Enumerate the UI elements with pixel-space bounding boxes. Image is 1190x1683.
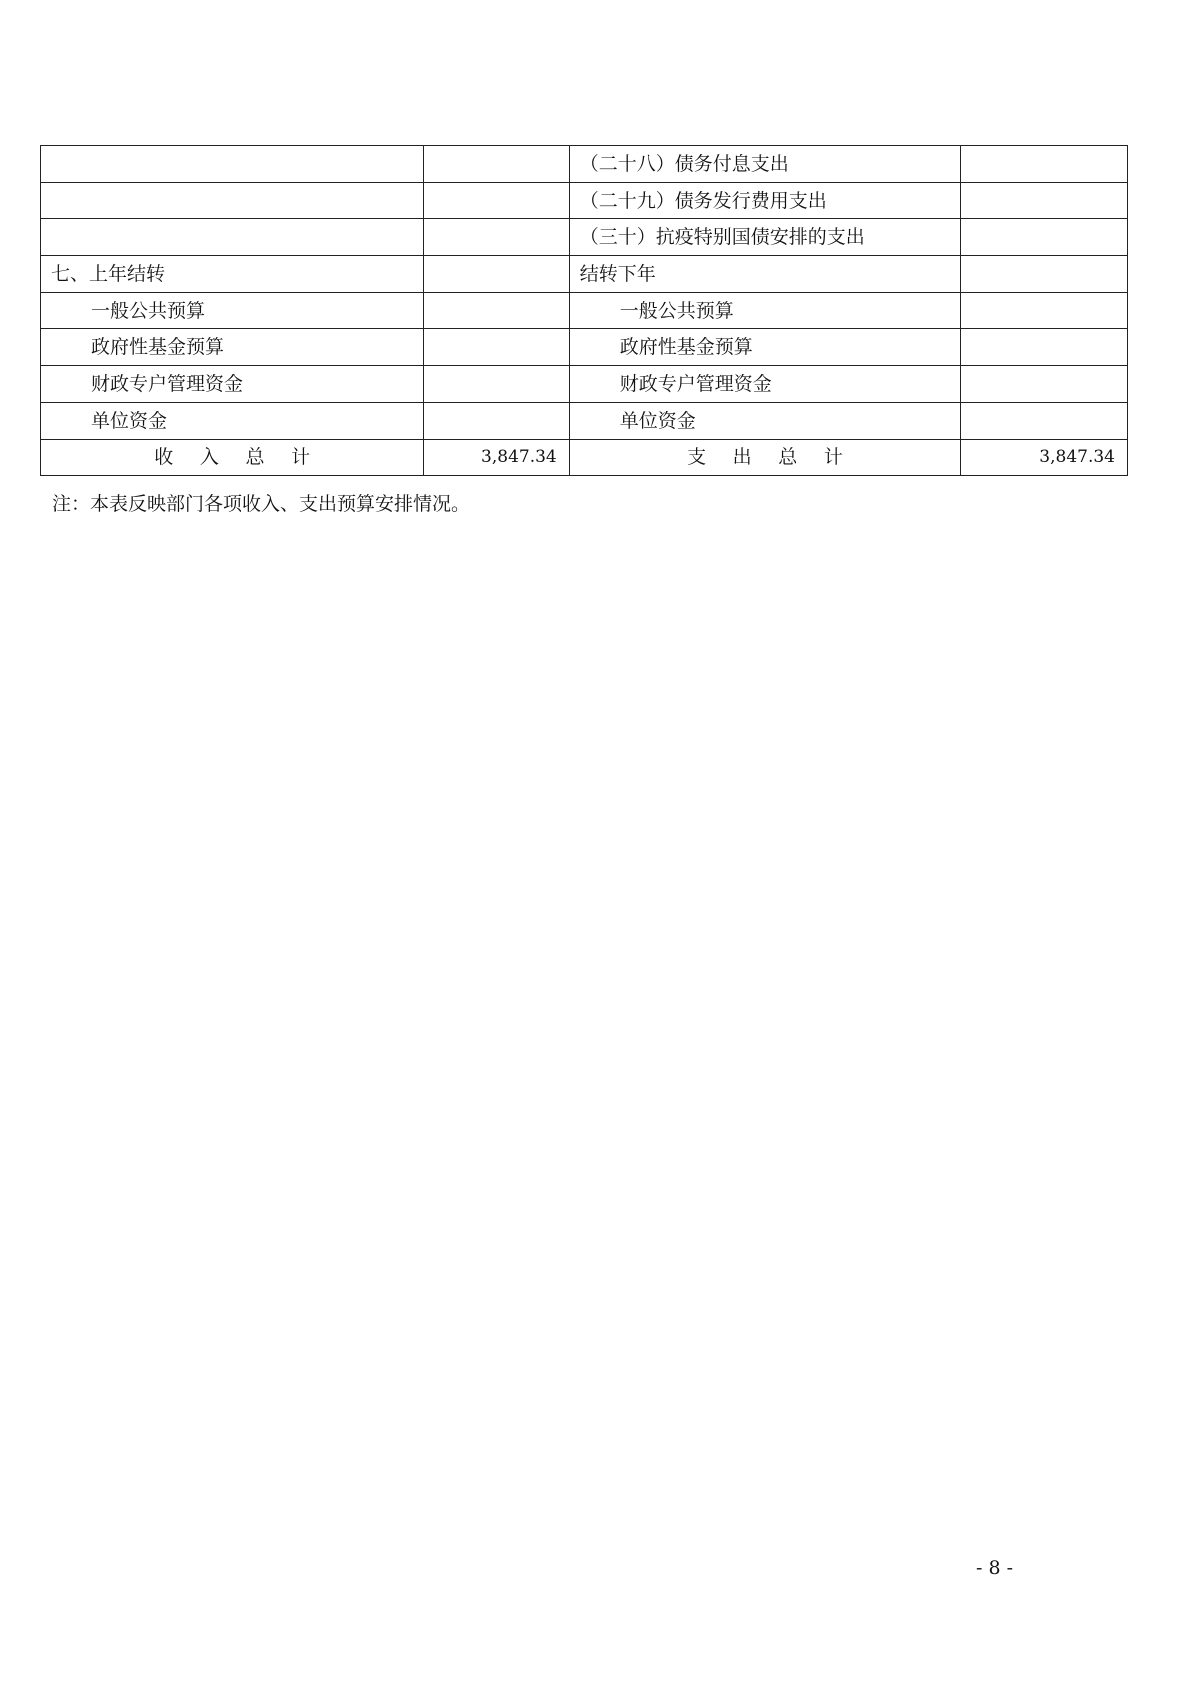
table-row [41, 182, 1128, 219]
table-note: 注：本表反映部门各项收入、支出预算安排情况。 [52, 493, 471, 515]
expense-item-label: （二十九）债务发行费用支出 [569, 182, 960, 219]
income-item-value [424, 402, 569, 439]
expense-item-value [961, 182, 1128, 219]
income-item-label [41, 219, 424, 256]
income-item-value [424, 366, 569, 403]
income-item-value [424, 256, 569, 293]
income-item-label: 七、上年结转 [41, 256, 424, 293]
table-row [41, 402, 1128, 439]
income-item-label: 单位资金 [41, 402, 424, 439]
table-row [41, 366, 1128, 403]
expense-item-value [961, 219, 1128, 256]
expense-item-value [961, 256, 1128, 293]
table-row [41, 256, 1128, 293]
expense-item-value [961, 366, 1128, 403]
total-row [41, 439, 1128, 476]
expense-item-label: （二十八）债务付息支出 [569, 146, 960, 183]
expense-total-label: 支出总计 [569, 439, 960, 476]
income-item-label: 政府性基金预算 [41, 329, 424, 366]
expense-item-label: （三十）抗疫特别国债安排的支出 [569, 219, 960, 256]
expense-item-value [961, 292, 1128, 329]
expense-item-label: 一般公共预算 [569, 292, 960, 329]
income-total-label: 收入总计 [41, 439, 424, 476]
page-number: - 8 - [976, 1557, 1014, 1579]
income-item-label [41, 182, 424, 219]
income-item-value [424, 146, 569, 183]
table-row [41, 292, 1128, 329]
expense-item-value [961, 146, 1128, 183]
income-total-value: 3,847.34 [424, 439, 569, 476]
budget-table [40, 145, 1128, 476]
income-item-label: 一般公共预算 [41, 292, 424, 329]
income-item-value [424, 219, 569, 256]
table-row [41, 329, 1128, 366]
table-row [41, 219, 1128, 256]
income-item-label [41, 146, 424, 183]
table-row [41, 146, 1128, 183]
expense-item-value [961, 402, 1128, 439]
expense-item-value [961, 329, 1128, 366]
income-item-value [424, 329, 569, 366]
expense-item-label: 政府性基金预算 [569, 329, 960, 366]
income-item-value [424, 292, 569, 329]
expense-item-label: 财政专户管理资金 [569, 366, 960, 403]
income-item-value [424, 182, 569, 219]
income-item-label: 财政专户管理资金 [41, 366, 424, 403]
expense-total-value: 3,847.34 [961, 439, 1128, 476]
expense-item-label: 单位资金 [569, 402, 960, 439]
expense-item-label: 结转下年 [569, 256, 960, 293]
